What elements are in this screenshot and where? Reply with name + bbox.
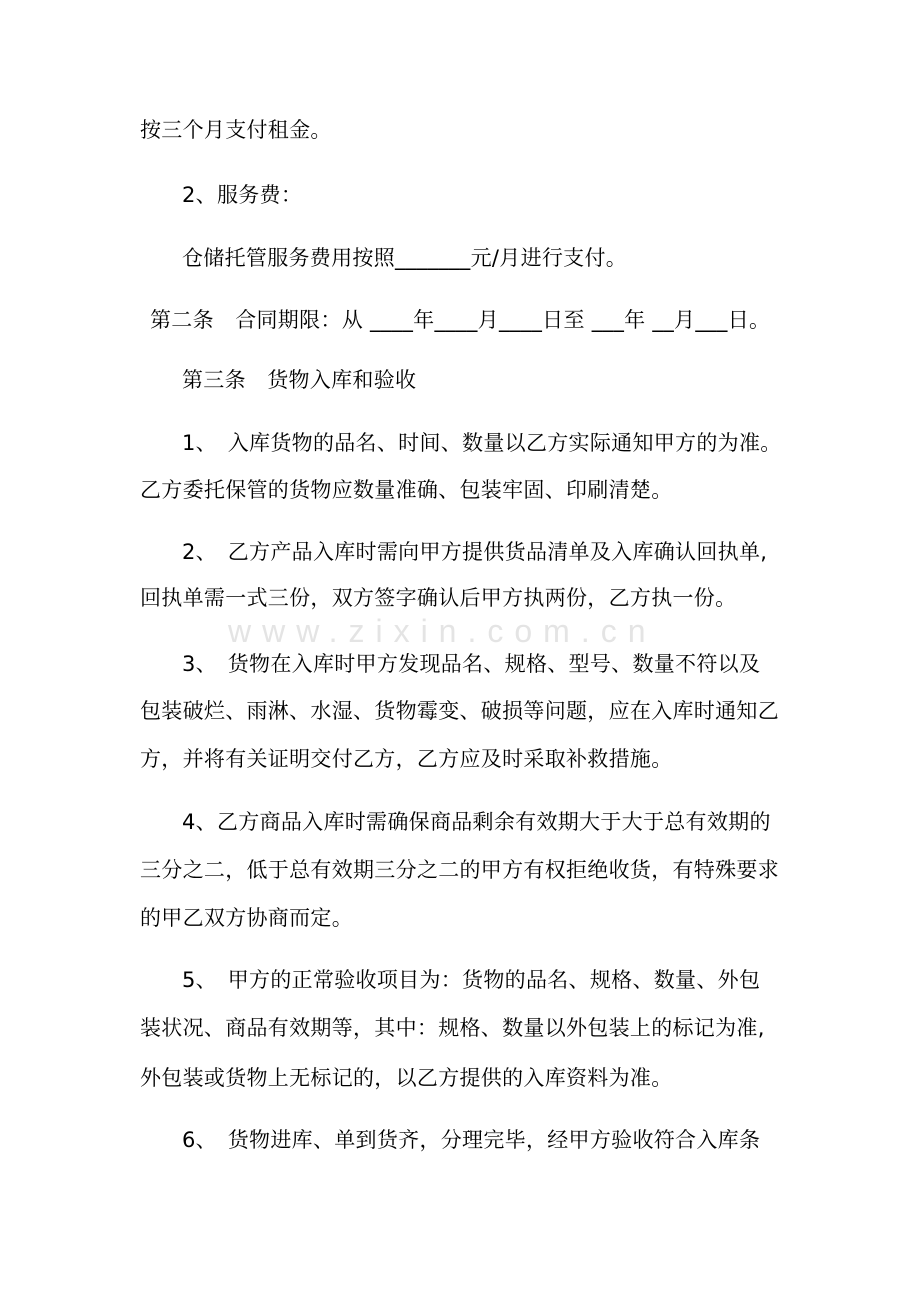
text-line: 6、 货物进库、单到货齐，分理完毕，经甲方验收符合入库条 [182,1128,761,1152]
text-line: 按三个月支付租金。 [140,118,332,142]
text-line: 5、 甲方的正常验收项目为：货物的品名、规格、数量、外包 [182,968,761,992]
article-3-heading: 第三条 货物入库和验收 [182,368,417,392]
text-line: 仓储托管服务费用按照_______元/月进行支付。 [182,246,628,270]
text-line: 乙方委托保管的货物应数量准确、包装牢固、印刷清楚。 [140,478,673,502]
text-line: 回执单需一式三份，双方签字确认后甲方执两份，乙方执一份。 [140,586,737,610]
text-line: 1、 入库货物的品名、时间、数量以乙方实际通知甲方的为准。 [182,431,782,455]
text-line: 方，并将有关证明交付乙方，乙方应及时采取补救措施。 [140,747,673,771]
text-line: 4、乙方商品入库时需确保商品剩余有效期大于大于总有效期的 [182,810,771,834]
text-line: 的甲乙双方协商而定。 [140,906,353,930]
text-line: 包装破烂、雨淋、水湿、货物霉变、破损等问题，应在入库时通知乙 [140,699,779,723]
text-line: 装状况、商品有效期等，其中：规格、数量以外包装上的标记为准, [140,1016,765,1040]
text-line: 三分之二，低于总有效期三分之二的甲方有权拒绝收货，有特殊要求 [140,858,779,882]
text-line: 2、服务费： [182,183,303,207]
text-line: 2、 乙方产品入库时需向甲方提供货品清单及入库确认回执单, [182,540,768,564]
watermark: www.zixin.com.cn [228,613,657,649]
article-2-term: 第二条 合同期限：从 ____年____月____日至 ___年 __月___日。 [150,308,771,332]
text-line: 外包装或货物上无标记的，以乙方提供的入库资料为准。 [140,1066,673,1090]
text-line: 3、 货物在入库时甲方发现品名、规格、型号、数量不符以及 [182,652,761,676]
